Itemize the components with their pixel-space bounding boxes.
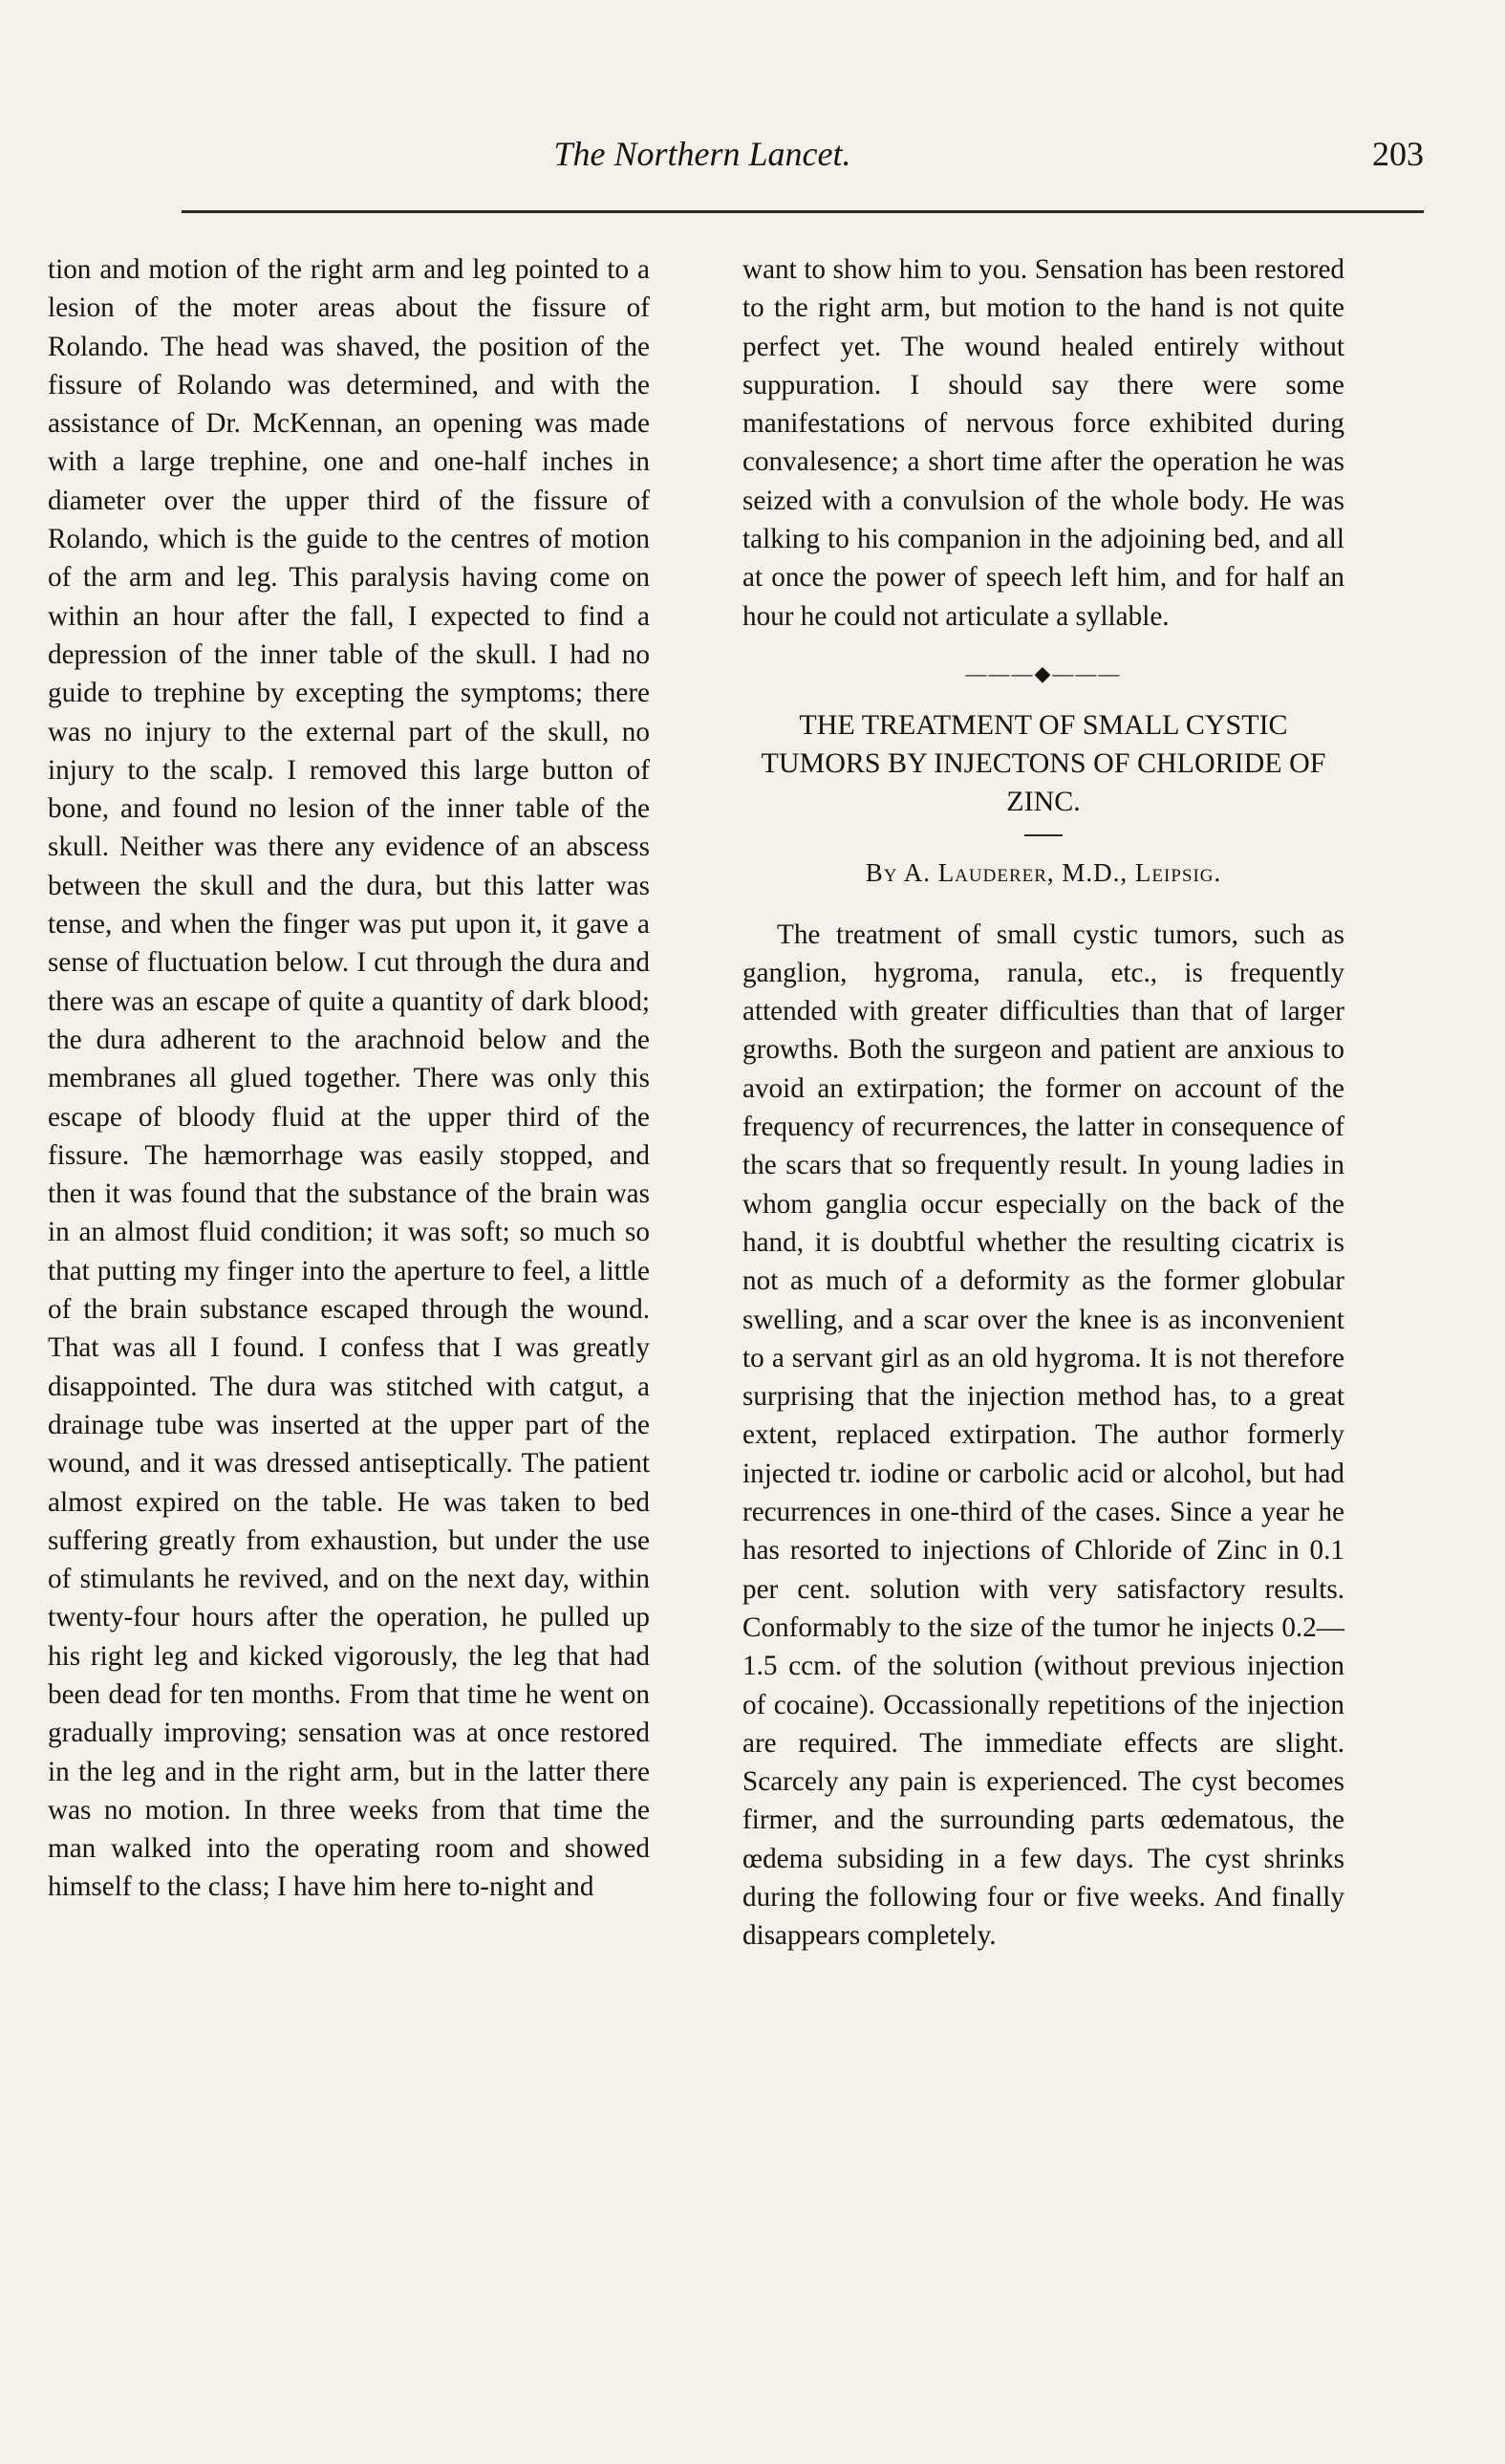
- header-rule: [182, 210, 1424, 213]
- left-column-text: tion and motion of the right arm and leg pointed to a lesion of the moter areas about the fissure of Rolando. The head was shaved, the position of the fissure of Rolando was determined, and with the assistance of Dr. McKennan, an opening was made with a large trephine, one and one-half inches in diameter over the upper third of the fissure of Rolando, which is the guide to the centres of motion of the arm and leg. This paralysis having come on within an hour after the fall, I expected to find a depression of the inner table of the skull. I had no guide to trephine by excepting the symptoms; there was no injury to the external part of the skull, no injury to the scalp. I removed this large button of bone, and found no lesion of the inner table of the skull. Neither was there any evidence of an abscess between the skull and the dura, but this latter was tense, and when the finger was put upon it, it gave a sense of fluctuation below. I cut through the dura and there was an escape of quite a quantity of dark blood; the dura adherent to the arachnoid below and the membranes all glued together. There was only this escape of bloody fluid at the upper third of the fissure. The hæmorrhage was easily stopped, and then it was found that the substance of the brain was in an almost fluid condition; it was soft; so much so that putting my finger into the aperture to feel, a little of the brain substance escaped through the wound. That was all I found. I confess that I was greatly disappointed. The dura was stitched with catgut, a drainage tube was inserted at the upper part of the wound, and it was dressed antiseptically. The patient almost expired on the table. He was taken to bed suffering greatly from exhaustion, but under the use of stimulants he revived, and on the next day, within twenty-four hours after the operation, he pulled up his right leg and kicked vigorously, the leg that had been dead for ten months. From that time he went on gradually improving; sensation was at once restored in the leg and in the right arm, but in the latter there was no motion. In three weeks from that time the man walked into the operating room and showed himself to the class; I have him here to-night and: [48, 254, 650, 1903]
- article-byline: By A. Lauderer, M.D., Leipsig.: [865, 858, 1222, 888]
- section-ornament: ———◆———: [965, 660, 1122, 685]
- left-column: [48, 250, 650, 1907]
- title-rule: [1024, 834, 1063, 836]
- continuation-text: want to show him to you. Sensation has been restored to the right arm, but motion to the hand is not quite perfect yet. The wound healed entirely without suppuration. I should say there were some manifestations of nervous force exhibited during convalesence; a short time after the operation he was seized with a convulsion of the whole body. He was talking to his companion in the adjoining bed, and all at once the power of speech left him, and for half an hour he could not articulate a syllable.: [742, 254, 1344, 632]
- article-title: THE TREATMENT OF SMALL CYSTIC TUMORS BY INJECTONS OF CHLORIDE OF ZINC.: [761, 709, 1326, 818]
- article-body: The treatment of small cystic tumors, such as ganglion, hygroma, ranula, etc., is frequently attended with greater difficulties than that of larger growths. Both the surgeon and patient are anxious to avoid an extirpation; the former on account of the frequency of recurrences, the latter in consequence of the scars that so frequently result. In young ladies in whom ganglia occur especially on the back of the hand, it is doubtful whether the resulting cicatrix is not as much of a deformity as the former globular swelling, and a scar over the knee is as inconvenient to a servant girl as an old hygroma. It is not therefore surprising that the injection method has, to a great extent, replaced extirpation. The author formerly injected tr. iodine or carbolic acid or alcohol, but had recurrences in one-third of the cases. Since a year he has resorted to injections of Chloride of Zinc in 0.1 per cent. solution with very satisfactory results. Conformably to the size of the tumor he injects 0.2—1.5 ccm. of the solution (without previous injection of cocaine). Occassionally repetitions of the injection are required. The immediate effects are slight. Scarcely any pain is experienced. The cyst becomes firmer, and the surrounding parts œdematous, the œdema subsiding in a few days. The cyst shrinks during the following four or five weeks. And finally disappears completely.: [742, 919, 1344, 1952]
- running-title: The Northern Lancet.: [553, 135, 851, 173]
- page-number: 203: [1372, 135, 1424, 173]
- right-column: [742, 250, 1344, 1956]
